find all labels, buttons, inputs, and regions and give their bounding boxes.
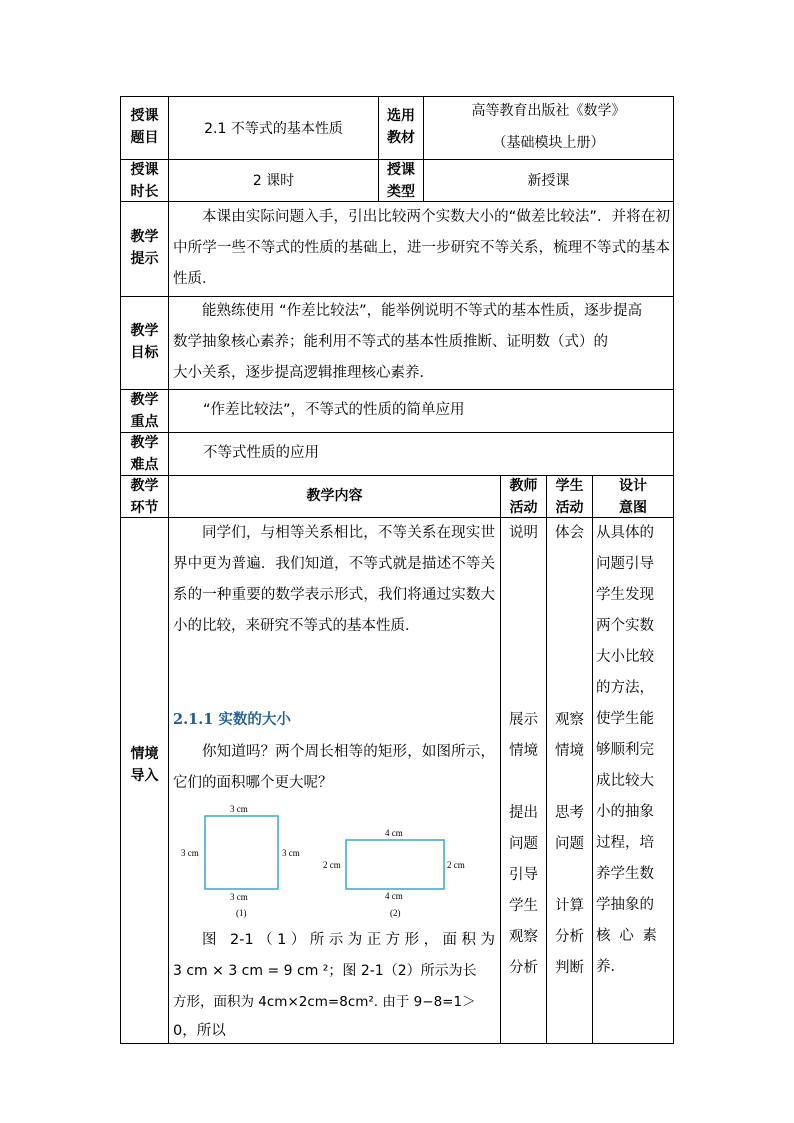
table-line — [168, 96, 169, 1043]
goals-line2: 数学抽象核心素养；能利用不等式的基本性质推断、证明数（式）的 — [173, 334, 608, 350]
square-right-label: 3 cm — [282, 848, 300, 858]
student-activity-item: 观察 — [555, 712, 584, 728]
table-line — [120, 389, 674, 390]
lesson-type: 新授课 — [527, 173, 570, 189]
rectangles-figure — [178, 800, 488, 918]
goals-label: 教学 目标 — [130, 323, 159, 361]
col-student: 学生 活动 — [555, 478, 584, 516]
design-intent-line: 养学生数 — [596, 866, 654, 882]
duration: 2 课时 — [252, 173, 295, 189]
col-content: 教学内容 — [306, 488, 363, 504]
square-top-label: 3 cm — [230, 804, 248, 814]
calc-line1: 图 2-1（1）所示为正方形，面积为 — [202, 932, 495, 948]
col-design: 设计 意图 — [619, 478, 647, 516]
design-intent-line: 学生发现 — [596, 587, 654, 603]
student-activity-item: 分析 — [555, 929, 584, 945]
goals-line1: 能熟练使用 “作差比较法”，能举例说明不等式的基本性质，逐步提高 — [202, 303, 643, 319]
teacher-activity-item: 学生 — [509, 898, 538, 914]
teacher-activity-item: 问题 — [509, 836, 538, 852]
design-intent-line: 核心素 — [596, 928, 666, 944]
goals-line3: 大小关系，逐步提高逻辑推理核心素养． — [173, 365, 434, 381]
rectangle-right-label: 2 cm — [447, 860, 465, 870]
difficulties-text: 不等式性质的应用 — [203, 445, 319, 461]
design-intent-line: 成比较大 — [596, 773, 654, 789]
design-intent-line: 学抽象的 — [596, 897, 654, 913]
design-intent-line: 养． — [596, 959, 625, 975]
design-intent-line: 大小比较 — [596, 649, 654, 665]
design-intent-line: 够顺利完 — [596, 742, 654, 758]
intro-text: 同学们，与相等关系相比，不等关系在现实世界中更为普遍．我们知道，不等式就是描述不等关系的一种重要的数学表示形式，我们将通过实数大小的比较，来研究不等式的基本性质． — [173, 525, 495, 634]
calc-line3: 方形，面积为 4cm×2cm=8cm². 由于 9−8=1＞ — [173, 994, 476, 1010]
teacher-activity-item: 观察 — [509, 929, 538, 945]
student-activity-item: 体会 — [555, 525, 584, 541]
question-text: 你知道吗？两个周长相等的矩形，如图所示，它们的面积哪个更大呢？ — [173, 744, 495, 791]
table-line — [592, 475, 593, 1043]
figure-svg — [178, 800, 488, 918]
teacher-activity-item: 说明 — [509, 525, 538, 541]
student-activity-item: 计算 — [555, 898, 584, 914]
teacher-activity-item: 引导 — [509, 867, 538, 883]
textbook-line2: （基础模块上册） — [492, 135, 605, 151]
teacher-activity-item: 提出 — [509, 805, 538, 821]
student-activity-item: 问题 — [555, 836, 584, 852]
textbook-label: 选用 教材 — [387, 108, 415, 146]
type-label: 授课 类型 — [387, 162, 415, 200]
table-line — [673, 96, 674, 1043]
course-topic-label: 授课 题目 — [130, 108, 159, 146]
course-topic: 2.1 不等式的基本性质 — [204, 121, 343, 137]
textbook-line1: 高等教育出版社《数学》 — [471, 103, 626, 119]
key-points-text: “作差比较法”，不等式的性质的简单应用 — [203, 402, 465, 418]
hint-label: 教学 提示 — [130, 229, 159, 267]
rectangle-top-label: 4 cm — [385, 828, 403, 838]
calc-line2: 3 cm × 3 cm = 9 cm ²；图 2-1（2）所示为长 — [173, 963, 477, 979]
design-intent-line: 从具体的 — [596, 525, 654, 541]
duration-label: 授课 时长 — [130, 162, 159, 200]
section-title: 2.1.1 实数的大小 — [173, 711, 291, 728]
design-intent-line: 过程，培 — [596, 835, 654, 851]
square-bottom-label: 3 cm — [230, 892, 248, 902]
rectangle-shape — [346, 840, 444, 889]
rectangle-left-label: 2 cm — [323, 860, 341, 870]
calc-line4: 0，所以 — [173, 1023, 226, 1039]
design-intent-line: 使学生能 — [596, 711, 654, 727]
difficulties-label: 教学 难点 — [130, 435, 159, 473]
rectangle-caption: (2) — [390, 908, 401, 918]
design-intent-line: 的方法， — [596, 680, 654, 696]
student-activity-item: 判断 — [555, 960, 584, 976]
square-caption: (1) — [236, 908, 247, 918]
design-intent-line: 小的抽象 — [596, 804, 654, 820]
table-line — [120, 96, 674, 97]
rectangle-bottom-label: 4 cm — [385, 891, 403, 901]
square-shape — [205, 816, 278, 889]
student-activity-item: 情境 — [555, 743, 584, 759]
design-intent-line: 问题引导 — [596, 556, 654, 572]
stage-name: 情境 导入 — [130, 746, 159, 784]
key-points-label: 教学 重点 — [130, 392, 159, 430]
hint-text: 本课由实际问题入手，引出比较两个实数大小的“做差比较法”．并将在初中所学一些不等式的性质的基础上，进一步研究不等关系，梳理不等式的基本性质． — [173, 209, 670, 287]
teacher-activity-item: 展示 — [509, 712, 538, 728]
table-line — [120, 432, 674, 433]
teacher-activity-item: 情境 — [509, 743, 538, 759]
square-left-label: 3 cm — [181, 848, 199, 858]
col-stage: 教学 环节 — [130, 478, 159, 516]
teacher-activity-item: 分析 — [509, 960, 538, 976]
col-teacher: 教师 活动 — [509, 478, 538, 516]
design-intent-line: 两个实数 — [596, 618, 654, 634]
student-activity-item: 思考 — [555, 805, 584, 821]
